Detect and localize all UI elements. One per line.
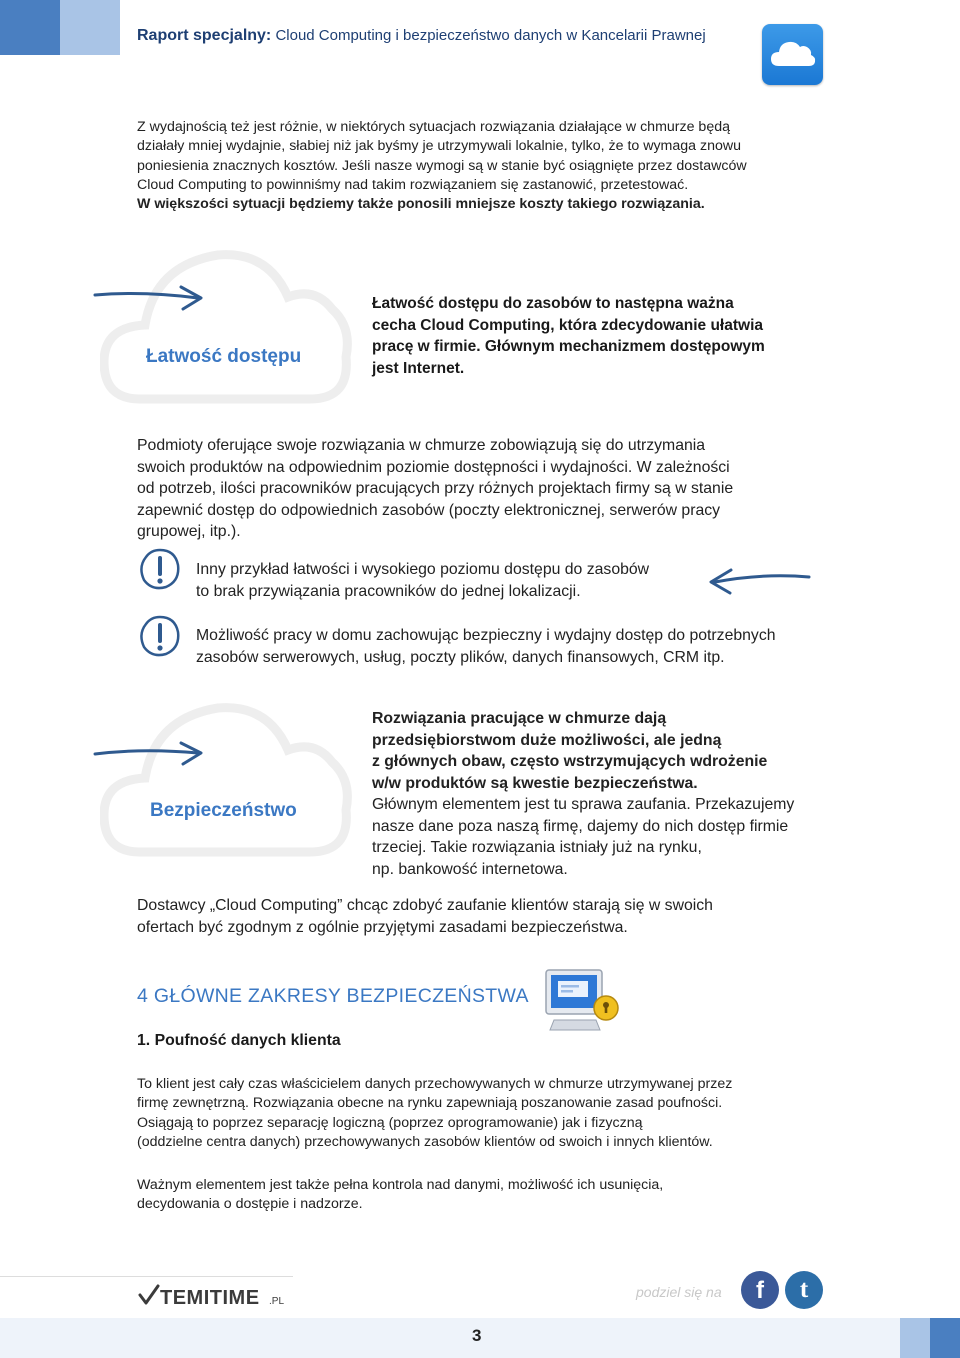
twitter-icon[interactable]: t bbox=[785, 1271, 823, 1309]
header-accent-block-light bbox=[60, 0, 120, 55]
cloud-label-security: Bezpieczeństwo bbox=[150, 800, 297, 821]
text-line: decydowania o dostępie i nadzorze. bbox=[137, 1196, 363, 1213]
share-label: podziel się na bbox=[636, 1284, 722, 1300]
text-line: cecha Cloud Computing, która zdecydowanie ułatwia bbox=[372, 316, 764, 334]
cloud-outline-illustration bbox=[100, 247, 360, 407]
text-line: nasze dane poza naszą firmę, dajemy do nich dostęp firmie bbox=[372, 817, 789, 835]
text-line-bold: Rozwiązania pracujące w chmurze dają bbox=[372, 710, 667, 727]
cloud-label-access: Łatwość dostępu bbox=[146, 346, 302, 367]
text-line: Możliwość pracy w domu zachowując bezpieczny i wydajny dostęp do potrzebnych bbox=[196, 627, 776, 644]
text-line: trzeciej. Takie rozwiązania istniały już na rynku, bbox=[372, 839, 702, 856]
report-title bbox=[137, 27, 706, 45]
text-line: (oddzielne centra danych) przechowywanych zasobów klientów od swoich i innych klientów. bbox=[137, 1133, 713, 1150]
providers-paragraph bbox=[137, 435, 837, 543]
vendors-paragraph bbox=[137, 895, 827, 938]
text-line: jest Internet. bbox=[372, 359, 465, 377]
text-line: swoich produktów na odpowiednim poziomie dostępności i wydajności. W zależności bbox=[137, 458, 730, 476]
text-line: poniesienia znacznych kosztów. Jeśli nasze wymogi są w stanie być osiągnięte przez dostawców bbox=[137, 157, 747, 174]
security-text bbox=[372, 708, 832, 880]
text-line-bold: z głównych obaw, często wstrzymujących wdrożenie bbox=[372, 753, 768, 770]
note-2 bbox=[196, 625, 836, 668]
text-line: to brak przywiązania pracowników do jednej lokalizacji. bbox=[196, 582, 581, 600]
text-line: To klient jest cały czas właścicielem danych przechowywanych w chmurze utrzymywanej przez bbox=[137, 1076, 733, 1092]
text-line: pracę w firmie. Głównym mechanizmem dostępowym bbox=[372, 338, 765, 355]
subsection-heading: 1. Poufność danych klienta bbox=[137, 1032, 341, 1049]
text-line: Cloud Computing to powinniśmy nad takim rozwiązaniem się zastanowić, przetestować. bbox=[137, 176, 689, 193]
text-line: od potrzeb, ilości pracowników pracujących przy różnych projektach firmy są w stanie bbox=[137, 480, 734, 497]
text-line: zasobów serwerowych, usług, poczty plików, danych finansowych, CRM itp. bbox=[196, 648, 725, 666]
hand-drawn-arrow-icon bbox=[703, 565, 813, 597]
page-number: 3 bbox=[472, 1326, 482, 1345]
hand-drawn-arrow-icon bbox=[93, 740, 208, 770]
text-line: działały mniej wydajnie, słabiej niż jak byśmy je utrzymywali lokalnie, tylko, że to wymaga znowu bbox=[137, 138, 741, 155]
text-line: Dostawcy „Cloud Computing” chcąc zdobyć zaufanie klientów starają się w swoich bbox=[137, 897, 713, 914]
exclamation-icon bbox=[138, 547, 182, 591]
cloud-icon bbox=[762, 24, 823, 85]
temitime-logo[interactable] bbox=[138, 1283, 298, 1314]
text-line: Ważnym elementem jest także pełna kontrola nad danymi, możliwość ich usunięcia, bbox=[137, 1177, 664, 1193]
confidentiality-paragraph bbox=[137, 1075, 837, 1152]
text-line: grupowej, itp.). bbox=[137, 523, 241, 540]
svg-text:TEMITIME: TEMITIME bbox=[160, 1287, 260, 1309]
intro-paragraph bbox=[137, 118, 827, 214]
note-1 bbox=[196, 559, 649, 602]
facebook-icon[interactable]: f bbox=[741, 1271, 779, 1309]
text-line: Z wydajnością też jest różnie, w niektórych sytuacjach rozwiązania działające w chmurze będą bbox=[137, 119, 730, 135]
text-line: Łatwość dostępu do zasobów to następna ważna bbox=[372, 295, 734, 312]
header-accent-block bbox=[0, 0, 60, 55]
text-line: firmę zewnętrzną. Rozwiązania obecne na rynku zapewniają poszanowanie zasad poufności. bbox=[137, 1095, 723, 1112]
report-title-bold: Raport specjalny: bbox=[137, 27, 272, 44]
access-callout bbox=[372, 293, 817, 379]
text-line-bold: w/w produktów są kwestie bezpieczeństwa. bbox=[372, 774, 698, 792]
text-line: Podmioty oferujące swoje rozwiązania w chmurze zobowiązują się do utrzymania bbox=[137, 437, 706, 454]
text-line: Głównym elementem jest tu sprawa zaufania. Przekazujemy bbox=[372, 796, 795, 813]
svg-text:.PL: .PL bbox=[269, 1296, 285, 1307]
text-line: ofertach być zgodnym z ogólnie przyjętymi zasadami bezpieczeństwa. bbox=[137, 918, 628, 936]
text-line: Osiągają to poprzez separację logiczną (poprzez oprogramowanie) jak i fizyczną bbox=[137, 1114, 643, 1131]
text-line-bold: przedsiębiorstwom duże możliwości, ale jedną bbox=[372, 731, 722, 749]
footer-divider bbox=[0, 1276, 293, 1277]
cloud-outline-illustration bbox=[100, 700, 360, 860]
section-heading: 4 GŁÓWNE ZAKRESY BEZPIECZEŃSTWA bbox=[137, 985, 529, 1007]
text-line: zapewnić dostęp do odpowiednich zasobów (poczty elektronicznej, serwerów pracy bbox=[137, 501, 721, 519]
control-paragraph bbox=[137, 1176, 827, 1215]
text-line-bold: W większości sytuacji będziemy także ponosili mniejsze koszty takiego rozwiązania. bbox=[137, 196, 705, 213]
secure-computer-icon bbox=[540, 964, 626, 1036]
text-line: Inny przykład łatwości i wysokiego poziomu dostępu do zasobów bbox=[196, 561, 650, 578]
exclamation-icon bbox=[138, 614, 182, 658]
report-title-rest: Cloud Computing i bezpieczeństwo danych w Kancelarii Prawnej bbox=[275, 27, 706, 44]
text-line: np. bankowość internetowa. bbox=[372, 860, 568, 878]
hand-drawn-arrow-icon bbox=[93, 283, 208, 313]
